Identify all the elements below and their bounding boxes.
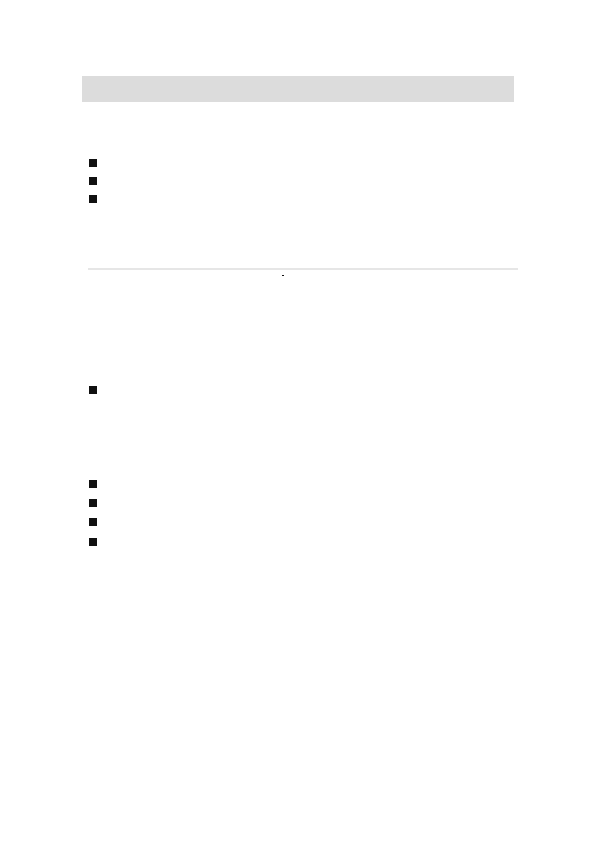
bullet-icon — [89, 195, 97, 203]
formula-rhs — [282, 275, 284, 292]
bullet-icon — [89, 177, 97, 185]
bullet-icon — [89, 538, 97, 546]
definitions-row-1 — [88, 207, 351, 226]
bullet-icon — [89, 386, 97, 394]
q0-formula — [282, 276, 284, 292]
definitions-row-2 — [112, 225, 361, 244]
document-title — [82, 76, 514, 102]
bullet-icon — [89, 480, 97, 488]
divider — [88, 268, 518, 270]
bullet-icon — [89, 518, 97, 526]
bullet-icon — [89, 499, 97, 507]
bullet-icon — [89, 159, 97, 167]
